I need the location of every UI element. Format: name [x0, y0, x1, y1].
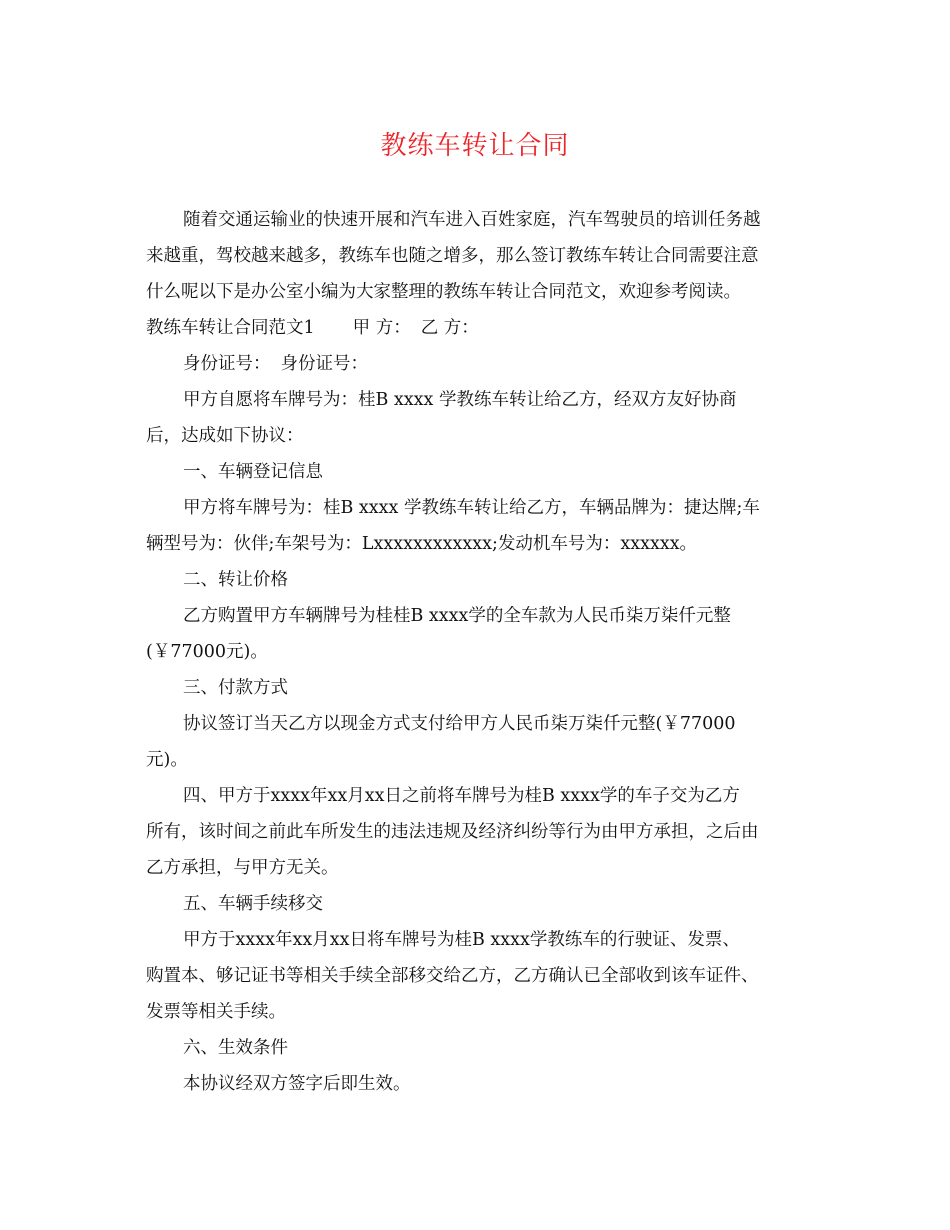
section-5-line-1: 甲方于xxxx年xx月xx日将车牌号为桂B xxxx学教练车的行驶证、发票、 [183, 930, 740, 950]
section-6-heading: 六、生效条件 [183, 1038, 288, 1058]
intro-line-1: 随着交通运输业的快速开展和汽车进入百姓家庭，汽车驾驶员的培训任务越 [183, 210, 761, 230]
transfer-line-1: 甲方自愿将车牌号为：桂B xxxx 学教练车转让给乙方，经双方友好协商 [183, 390, 737, 410]
intro-line-3: 什么呢以下是办公室小编为大家整理的教练车转让合同范文，欢迎参考阅读。 [146, 282, 741, 302]
section-1-line-2: 辆型号为：伙伴;车架号为：Lxxxxxxxxxxxx;发动机车号为：xxxxxx。 [146, 534, 698, 554]
transfer-line-2: 后，达成如下协议： [146, 426, 304, 446]
section-4-line-2: 所有，该时间之前此车所发生的违法违规及经济纠纷等行为由甲方承担，之后由 [146, 822, 759, 842]
intro-line-2: 来越重，驾校越来越多，教练车也随之增多，那么签订教练车转让合同需要注意 [146, 246, 759, 266]
party-a-label: 甲 方： [352, 318, 411, 338]
section-3-line-2: 元)。 [146, 750, 188, 770]
section-4-line-3: 乙方承担，与甲方无关。 [146, 858, 339, 878]
section-5-line-3: 发票等相关手续。 [146, 1002, 286, 1022]
party-b-id-label: 身份证号： [280, 354, 368, 374]
document-body [146, 202, 808, 1102]
section-1-line-1: 甲方将车牌号为：桂B xxxx 学教练车转让给乙方，车辆品牌为：捷达牌;车 [183, 498, 760, 518]
id-row [146, 346, 808, 382]
section-5-heading: 五、车辆手续移交 [183, 894, 323, 914]
section-3-heading: 三、付款方式 [183, 678, 288, 698]
section-3-line-1: 协议签订当天乙方以现金方式支付给甲方人民币柒万柒仟元整(￥77000 [183, 714, 736, 734]
sample-heading-row [146, 310, 808, 346]
section-2-heading: 二、转让价格 [183, 570, 288, 590]
section-2-line-2: (￥77000元)。 [146, 642, 268, 662]
party-b-label: 乙 方： [420, 318, 479, 338]
document-title: 教练车转让合同 [380, 131, 570, 161]
party-a-id-label: 身份证号： [183, 354, 271, 374]
sample-heading: 教练车转让合同范文1 [146, 318, 315, 338]
section-2-line-1: 乙方购置甲方车辆牌号为桂桂B xxxx学的全车款为人民币柒万柒仟元整 [183, 606, 731, 626]
section-6-line-1: 本协议经双方签字后即生效。 [183, 1074, 411, 1094]
section-4-line-1: 四、甲方于xxxx年xx月xx日之前将车牌号为桂B xxxx学的车子交为乙方 [183, 786, 740, 806]
section-1-heading: 一、车辆登记信息 [183, 462, 323, 482]
section-5-line-2: 购置本、够记证书等相关手续全部移交给乙方，乙方确认已全部收到该车证件、 [146, 966, 759, 986]
